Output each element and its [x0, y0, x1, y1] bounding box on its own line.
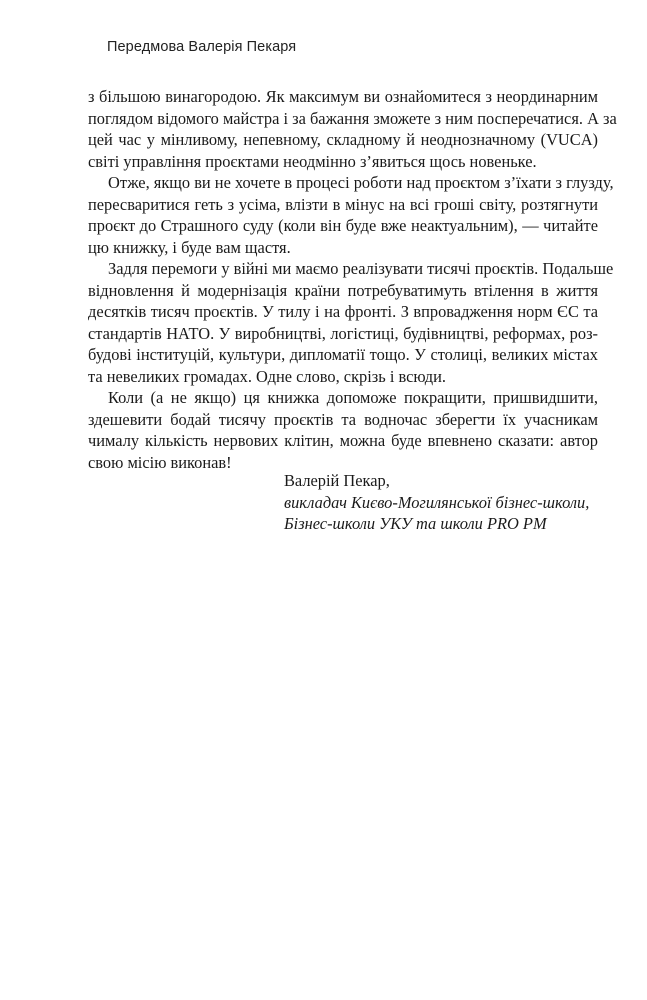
text-line: стандартів НАТО. У виробництві, логістиці, будівництві, реформах, роз- [88, 323, 598, 343]
text-line: цей час у мінливому, непевному, складному й неоднозначному (VUCA) [88, 130, 598, 149]
author-role: викладач Києво-Могилянської бізнес-школи, [284, 492, 590, 512]
text-line: десятків тисяч проєктів. У тилу і на фронті. З впровадження норм ЄС та [88, 302, 598, 321]
paragraph-3 [88, 258, 614, 387]
running-header: Передмова Валерія Пекаря [107, 39, 297, 55]
text-line: відновлення й модернізація країни потребуватимуть втілення в життя [88, 280, 598, 300]
text-line: Задля перемоги у війні ми маємо реалізувати тисячі проєктів. Подальше [108, 259, 614, 278]
text-line: чималу кількість нервових клітин, можна буде впевнено сказати: автор [88, 431, 598, 450]
text-line: свою місію виконав! [88, 452, 232, 472]
text-line: цю книжку, і буде вам щастя. [88, 237, 291, 257]
body-text [88, 86, 617, 473]
text-line: та невеликих громадах. Одне слово, скрізь і всюди. [88, 366, 447, 386]
text-line: здешевити бодай тисячу проєктів та водночас зберегти їх учасникам [88, 409, 598, 429]
text-line: будові інституцій, культури, дипломатії тощо. У столиці, великих містах [88, 345, 598, 364]
paragraph-1 [88, 86, 617, 172]
author-name: Валерій Пекар, [284, 471, 390, 490]
signature-block [284, 470, 589, 535]
paragraph-2 [88, 172, 614, 258]
text-line: з більшою винагородою. Як максимум ви ознайомитеся з неординарним [88, 87, 598, 106]
author-affiliation: Бізнес-школи УКУ та школи PRO PM [284, 514, 547, 533]
text-line: поглядом відомого майстра і за бажання зможете з ним посперечатися. А за [88, 108, 617, 128]
text-line: пересваритися геть з усіма, влізти в мінус на всі гроші світу, розтягнути [88, 194, 598, 214]
text-line: Коли (а не якщо) ця книжка допоможе покращити, пришвидшити, [108, 388, 598, 407]
paragraph-4 [88, 387, 598, 473]
text-line: Отже, якщо ви не хочете в процесі роботи над проєктом з’їхати з глузду, [108, 173, 614, 192]
text-line: проєкт до Страшного суду (коли він буде вже неактуальним), — читайте [88, 216, 598, 235]
text-line: світі управління проєктами неодмінно з’явиться щось новеньке. [88, 151, 537, 171]
